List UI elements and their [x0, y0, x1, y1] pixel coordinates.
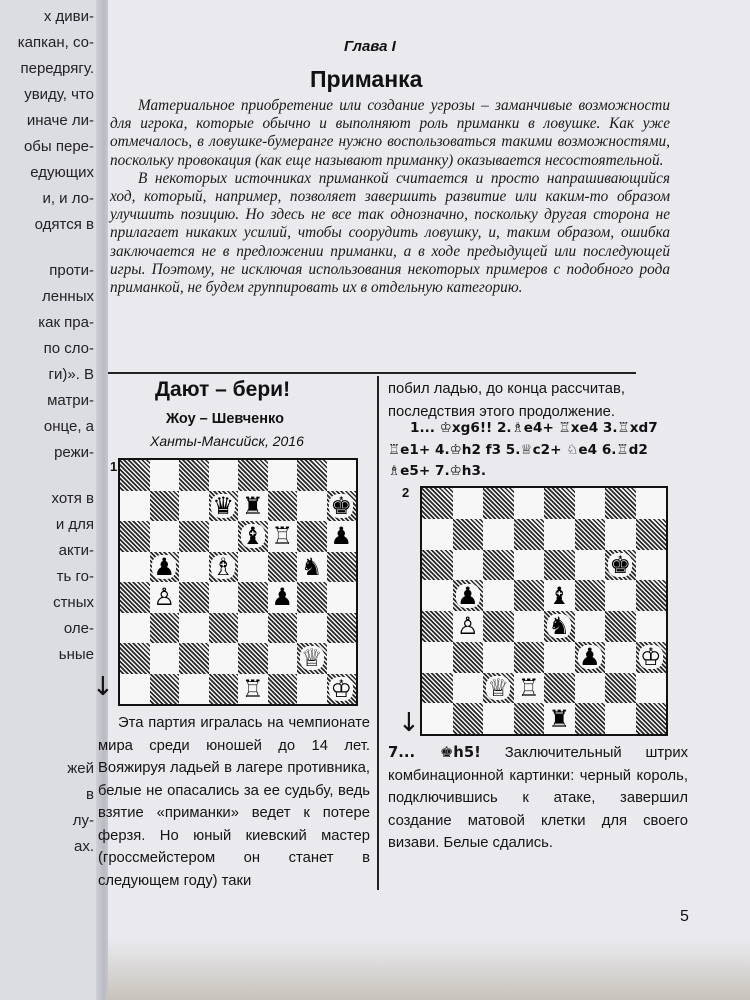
- board-square: [544, 488, 575, 519]
- left-page-text-fragment: лу-: [72, 812, 94, 829]
- board-square: [636, 580, 667, 611]
- chess-piece: ♞: [300, 552, 323, 581]
- board-square: [150, 582, 180, 613]
- intro-paragraph-2: В некоторых источниках приманкой считается и просто напрашивающийся ход, который, например, позволяет завершить развитие или каким-то образом улучшить позицию. Но здесь не все так однозначно, поскольку другая сторона не прилагает никаких усилий, чтобы соорудить ловушку, и, таким образом, ошибка заключается не в предложении приманки, а в ходе предыдущей или последующей игры. Поэтому, не исключая использования некоторых примеров с подобного рода приманкой, не будем группировать их в отдельную категорию.: [110, 169, 670, 297]
- board-square: [238, 613, 268, 644]
- board-square: [268, 613, 298, 644]
- board-square: [120, 552, 150, 583]
- board-square: [575, 642, 606, 673]
- section-title: Дают – бери!: [155, 378, 291, 401]
- chess-piece: ♕: [300, 644, 323, 673]
- chess-piece: ♚: [609, 550, 631, 579]
- left-page-text-fragment: по сло-: [43, 340, 94, 357]
- board-square: [297, 582, 327, 613]
- board-square: [238, 491, 268, 522]
- board-square: [453, 673, 484, 704]
- board-square: [120, 460, 150, 491]
- board-square: [605, 488, 636, 519]
- page-bottom-shadow: [108, 940, 750, 1000]
- left-page-text-fragment: обы пере-: [23, 138, 94, 155]
- venue-line: Ханты-Мансийск, 2016: [150, 433, 304, 449]
- board-square: [483, 642, 514, 673]
- players-line: Жоу – Шевченко: [166, 411, 284, 427]
- board-square: [605, 580, 636, 611]
- board-square: [268, 552, 298, 583]
- board-square: [238, 643, 268, 674]
- board-square: [327, 582, 357, 613]
- left-page-text-fragment: матри-: [47, 392, 94, 409]
- board-square: [209, 582, 239, 613]
- board-square: [268, 460, 298, 491]
- board-square: [575, 611, 606, 642]
- left-page-text-fragment: ьные: [58, 646, 94, 663]
- board-square: [544, 519, 575, 550]
- board-square: [179, 552, 209, 583]
- board-square: [422, 519, 453, 550]
- chess-piece: ♝: [241, 522, 264, 551]
- board-square: [120, 613, 150, 644]
- left-page-text-fragment: одятся в: [34, 216, 94, 233]
- diagram-1-to-move-arrow: ↓: [92, 672, 114, 702]
- board-square: [605, 611, 636, 642]
- chess-piece: ♟: [153, 552, 175, 581]
- chess-piece: ♖: [271, 522, 293, 551]
- board-square: [179, 491, 209, 522]
- chess-piece: ♟: [330, 522, 352, 551]
- chess-piece: ♖: [517, 673, 540, 702]
- left-page: [0, 0, 102, 1000]
- board-square: [514, 550, 545, 581]
- board-square: [209, 552, 239, 583]
- board-square: [453, 611, 484, 642]
- board-square: [179, 643, 209, 674]
- board-square: [636, 642, 667, 673]
- board-square: [605, 703, 636, 734]
- board-square: [297, 521, 327, 552]
- board-square: [238, 460, 268, 491]
- board-square: [422, 580, 453, 611]
- board-square: [636, 519, 667, 550]
- board-square: [179, 613, 209, 644]
- board-square: [605, 642, 636, 673]
- chess-piece: ♔: [639, 643, 662, 672]
- board-square: [209, 674, 239, 705]
- board-square: [514, 580, 545, 611]
- left-page-text-fragment: проти-: [49, 262, 94, 279]
- chess-piece: ♕: [487, 673, 509, 702]
- final-move: 7... ♚h5!: [388, 744, 481, 761]
- chess-piece: ♔: [330, 674, 352, 703]
- horizontal-rule: [108, 372, 636, 374]
- board-square: [150, 552, 180, 583]
- board-square: [327, 491, 357, 522]
- board-square: [327, 613, 357, 644]
- board-square: [120, 491, 150, 522]
- left-page-text-fragment: и для: [55, 516, 94, 533]
- chapter-title: Приманка: [310, 66, 423, 92]
- left-page-text-fragment: акти-: [58, 542, 94, 559]
- chess-piece: ♜: [548, 704, 570, 733]
- board-square: [636, 673, 667, 704]
- left-page-text-fragment: режи-: [54, 444, 94, 461]
- left-page-text-fragment: и, и ло-: [42, 190, 94, 207]
- right-column-text: [388, 742, 688, 855]
- board-square: [483, 488, 514, 519]
- board-square: [422, 488, 453, 519]
- board-square: [327, 552, 357, 583]
- move-notation: 1... ♔xg6!! 2.♗e4+ ♖xe4 3.♖xd7 ♖e1+ 4.♔h2 f3 5.♕c2+ ♘e4 6.♖d2 ♗e5+ 7.♔h3.: [388, 420, 658, 479]
- board-square: [268, 674, 298, 705]
- board-square: [120, 521, 150, 552]
- board-square: [238, 674, 268, 705]
- board-square: [297, 643, 327, 674]
- board-square: [150, 491, 180, 522]
- board-square: [483, 611, 514, 642]
- left-page-text-fragment: ленных: [42, 288, 94, 305]
- board-square: [483, 580, 514, 611]
- left-page-text-fragment: ги)». В: [48, 366, 94, 383]
- board-square: [179, 460, 209, 491]
- board-square: [327, 460, 357, 491]
- board-square: [575, 673, 606, 704]
- chess-piece: ♟: [271, 583, 293, 612]
- chapter-heading: Глава I: [344, 38, 396, 55]
- board-square: [268, 521, 298, 552]
- board-square: [120, 674, 150, 705]
- left-page-text-fragment: оле-: [63, 620, 94, 637]
- board-square: [238, 552, 268, 583]
- left-page-text-fragment: ть го-: [56, 568, 94, 585]
- left-page-text-fragment: едующих: [30, 164, 94, 181]
- left-page-text-fragment: капкан, со-: [17, 34, 94, 51]
- board-square: [297, 613, 327, 644]
- board-square: [209, 521, 239, 552]
- board-square: [209, 491, 239, 522]
- board-square: [483, 550, 514, 581]
- board-square: [422, 703, 453, 734]
- board-square: [179, 582, 209, 613]
- board-square: [544, 550, 575, 581]
- board-square: [544, 611, 575, 642]
- chess-piece: ♞: [548, 612, 570, 641]
- board-square: [514, 673, 545, 704]
- left-page-text-fragment: в: [86, 786, 94, 803]
- chess-diagram-1: [118, 458, 358, 706]
- board-square: [238, 582, 268, 613]
- board-square: [453, 550, 484, 581]
- final-comment: Заключительный штрих комбинационной картинки: черный король, подключившись к атаке, завершил создание матовой клетки для своего визави. Белые сдались.: [388, 745, 689, 851]
- chess-piece: ♟: [456, 581, 479, 610]
- board-square: [514, 703, 545, 734]
- chess-piece: ♖: [241, 674, 264, 703]
- left-page-text-fragment: хотя в: [51, 490, 94, 507]
- diagram-1-number: 1: [110, 459, 118, 474]
- board-square: [636, 703, 667, 734]
- board-square: [297, 674, 327, 705]
- board-square: [327, 674, 357, 705]
- left-page-text-fragment: передрягу.: [20, 60, 94, 77]
- board-square: [544, 673, 575, 704]
- board-square: [422, 673, 453, 704]
- board-square: [268, 643, 298, 674]
- board-square: [605, 519, 636, 550]
- left-page-text-fragment: онце, а: [43, 418, 94, 435]
- board-square: [453, 519, 484, 550]
- board-square: [150, 521, 180, 552]
- board-square: [514, 611, 545, 642]
- chess-piece: ♙: [153, 583, 175, 612]
- board-square: [297, 552, 327, 583]
- chess-piece: ♙: [456, 612, 479, 641]
- left-page-text-fragment: стных: [53, 594, 94, 611]
- board-square: [544, 703, 575, 734]
- board-square: [605, 550, 636, 581]
- board-square: [209, 613, 239, 644]
- board-square: [150, 613, 180, 644]
- board-square: [544, 580, 575, 611]
- chess-piece: ♟: [578, 643, 601, 672]
- chess-diagram-2: [420, 486, 668, 736]
- board-square: [327, 643, 357, 674]
- board-square: [209, 460, 239, 491]
- board-square: [422, 611, 453, 642]
- left-page-text-fragment: увиду, что: [24, 86, 94, 103]
- left-column-text: Эта партия игралась на чемпионате мира среди юношей до 14 лет. Вояжируя ладьей в лагере противника, белые не опасались за ее судьбу, ведь взятие «приманки» ведет к потере ферзя. Но юный киевский мастер (гроссмейстером он станет в следующем году) таки: [98, 715, 370, 889]
- diagram-2-to-move-arrow: ↓: [398, 708, 420, 738]
- board-square: [327, 521, 357, 552]
- board-square: [514, 488, 545, 519]
- chess-piece: ♛: [212, 491, 234, 520]
- chess-piece: ♝: [548, 581, 570, 610]
- board-square: [636, 488, 667, 519]
- board-square: [483, 519, 514, 550]
- board-square: [575, 703, 606, 734]
- chess-piece: ♗: [212, 552, 234, 581]
- board-square: [483, 673, 514, 704]
- chess-piece: ♜: [241, 491, 264, 520]
- board-square: [453, 580, 484, 611]
- right-column-text-top: побил ладью, до конца рассчитав, последствия этого продолжение.: [388, 381, 625, 420]
- board-square: [483, 703, 514, 734]
- board-square: [268, 491, 298, 522]
- board-square: [209, 643, 239, 674]
- board-square: [514, 519, 545, 550]
- left-page-text-fragment: иначе ли-: [26, 112, 94, 129]
- board-square: [150, 674, 180, 705]
- page-number: 5: [680, 908, 689, 925]
- board-square: [453, 703, 484, 734]
- board-square: [422, 550, 453, 581]
- board-square: [179, 521, 209, 552]
- board-square: [514, 642, 545, 673]
- intro-paragraph-1: Материальное приобретение или создание угрозы – заманчивые возможности для игрока, которые обычно и выполняют роль приманки в ловушке. Как уже отмечалось, в ловушке-бумеранге нужно воспользоваться такими возможностями, поскольку провокация (как еще называют приманку) оказывается несостоятельной.: [110, 97, 670, 169]
- left-page-text-fragment: как пра-: [38, 314, 94, 331]
- board-square: [453, 488, 484, 519]
- diagram-2-number: 2: [402, 485, 410, 500]
- board-square: [268, 582, 298, 613]
- board-square: [575, 519, 606, 550]
- board-square: [575, 580, 606, 611]
- column-divider: [377, 376, 379, 890]
- board-square: [636, 550, 667, 581]
- board-square: [150, 643, 180, 674]
- chess-piece: ♚: [330, 491, 352, 520]
- board-square: [575, 488, 606, 519]
- intro-text: [110, 97, 670, 297]
- board-square: [544, 642, 575, 673]
- board-square: [422, 642, 453, 673]
- board-square: [636, 611, 667, 642]
- board-square: [575, 550, 606, 581]
- left-page-text-fragment: ах.: [73, 838, 94, 855]
- board-square: [179, 674, 209, 705]
- board-square: [120, 582, 150, 613]
- board-square: [120, 643, 150, 674]
- board-square: [453, 642, 484, 673]
- left-page-text-fragment: жей: [67, 760, 94, 777]
- left-page-text-fragment: х диви-: [43, 8, 94, 25]
- board-square: [238, 521, 268, 552]
- board-square: [605, 673, 636, 704]
- board-square: [150, 460, 180, 491]
- board-square: [297, 491, 327, 522]
- board-square: [297, 460, 327, 491]
